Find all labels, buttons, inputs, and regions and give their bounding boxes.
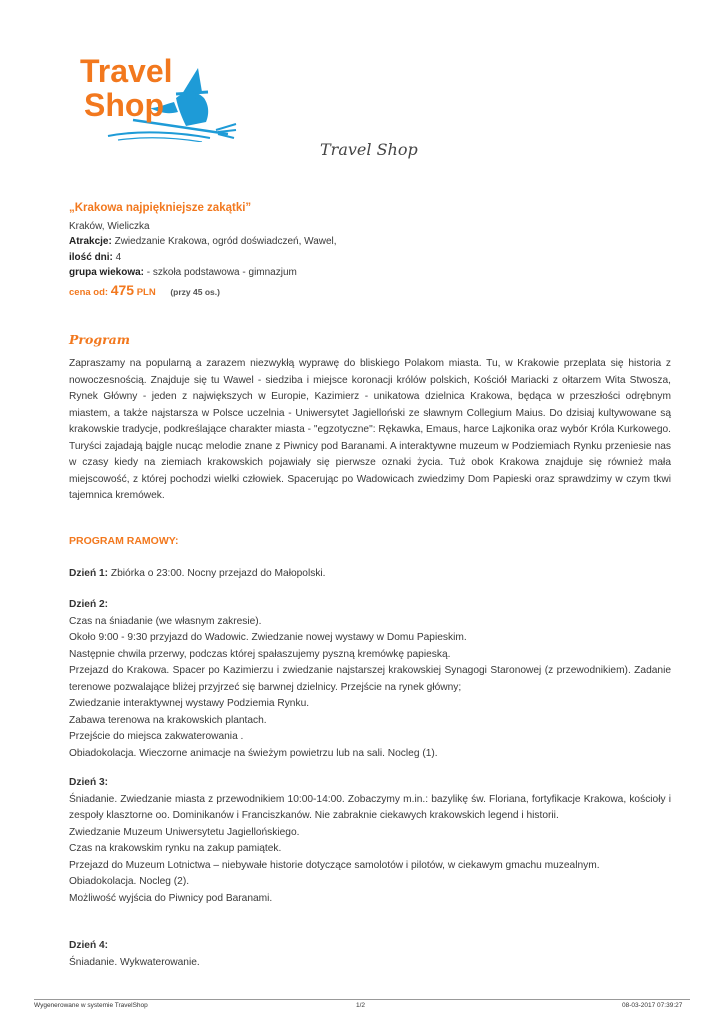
tour-days (69, 250, 337, 266)
day-2-line: Przejście do miejsca zakwaterowania . (69, 731, 244, 742)
day-3-line: Obiadokolacja. Nocleg (2). (69, 876, 190, 887)
logo-word-travel: Travel (80, 53, 173, 89)
tour-places: Kraków, Wieliczka (69, 220, 150, 232)
program-description: Zapraszamy na popularną a zarazem niezwykłą wyprawę do bliskiego Polakom miasta. Tu, w Krakowie przeplata się historia z nowoczesnością. Znajduje się tu Wawel - siedziba i miejsce koronacji królów polskich, Kościół Mariacki z ołtarzem Wita Stwosza, Rynek Główny - jeden z największych w Europie, Kazimierz - unikatowa dzielnica Krakowa, będąca w przeszłości odrębnym miastem, a także najstarsza w Polsce uczelnia - Uniwersytet Jagielloński ze sławnym Collegium Maius. Do dzisiaj kultywowane są krakowskie tradycje, podkreślające charakter miasta - "egzotyczne": Rękawka, Emaus, harce Lajkonika oraz wybór Króla Kurkowego. Turyści zajadają bajgle nucąc melodie znane z Piwnicy pod Baranami. A interaktywne muzeum w Podziemiach Rynku przeniesie nas w czasy kiedy na ziemiach krakowskich pojawiały się pierwsze oznaki życia. Tuż obok Krakowa znajduje się również mała miejscowość, z której pochodzi wielki człowiek. Spacerując po Wadowicach zwiedzimy Dom Papieski oraz sprawdzimy w czym tkwi tajemnica kremówek. (69, 358, 671, 501)
day-3-line: Czas na krakowskim rynku na zakup pamiątek. (69, 843, 282, 854)
days-label: ilość dni: (69, 251, 113, 263)
price-currency: PLN (136, 286, 156, 298)
days-value: 4 (112, 251, 122, 263)
tour-attractions (69, 234, 337, 250)
tour-price (69, 283, 337, 301)
footer-divider (34, 999, 690, 1000)
price-note: (przy 45 os.) (170, 286, 220, 297)
day-3-line: Możliwość wyjścia do Piwnicy pod Baranami. (69, 892, 273, 904)
program-ramowy-heading: PROGRAM RAMOWY: (69, 535, 179, 547)
day-2-line: Obiadokolacja. Wieczorne animacje na świeżym powietrzu lub na sali. Nocleg (1). (69, 747, 438, 759)
price-amount: 475 (110, 281, 135, 298)
tour-title: „Krakowa najpiękniejsze zakątki” (69, 202, 252, 214)
day-2-line: Następnie chwila przerwy, podczas której spałaszujemy pyszną kremówkę papieską. (69, 648, 451, 660)
day-2-line: Czas na śniadanie (we własnym zakresie). (69, 615, 262, 627)
day-2-line: Zwiedzanie interaktywnej wystawy Podziemia Rynku. (69, 698, 310, 709)
day-2-title: Dzień 2: (69, 599, 109, 610)
attractions-value: Zwiedzanie Krakowa, ogród doświadczeń, Wawel, (111, 236, 337, 247)
day-1-text: Zbiórka o 23:00. Nocny przejazd do Małopolski. (108, 568, 326, 579)
day-3 (69, 775, 671, 907)
travelshop-logo (78, 52, 238, 142)
day-4-title: Dzień 4: (69, 940, 109, 951)
day-1-title: Dzień 1: (69, 568, 109, 579)
day-3-line: Zwiedzanie Muzeum Uniwersytetu Jagiellońskiego. (69, 826, 300, 838)
price-label: cena od: (69, 286, 109, 298)
day-2-line: Przejazd do Krakowa. Spacer po Kazimierzu i zwiedzanie najstarszej krakowskiej Synagogi Staronowej (z przewodnikiem). Zadanie terenowe pozwalające bliżej przyjrzeć się barwnej dzielnicy. Przejście na rynek główny; (69, 665, 671, 693)
age-label: grupa wiekowa: (69, 267, 145, 278)
day-1 (69, 566, 671, 583)
age-value: - szkoła podstawowa - gimnazjum (144, 267, 297, 278)
day-2-line: Około 9:00 - 9:30 przyjazd do Wadowic. Zwiedzanie nowej wystawy w Domu Papieskim. (69, 632, 467, 643)
day-4-line: Śniadanie. Wykwaterowanie. (69, 956, 200, 968)
program-heading: Program (69, 332, 130, 347)
footer-datetime: 08-03-2017 07:39:27 (622, 1002, 683, 1009)
day-3-line: Śniadanie. Zwiedzanie miasta z przewodnikiem 10:00-14:00. Zobaczymy m.in.: bazylikę św. Floriana, fortyfikacje Krakowa, kościoły i zespoły klasztorne oo. Dominikanów i Franciszkanów. Nie zabraknie ciekawych krakowskich legend i historii. (69, 793, 671, 821)
day-3-line: Przejazd do Muzeum Lotnictwa – niebywałe historie dotyczące samolotów i pilotów, w ciekawym gmachu muzealnym. (69, 859, 600, 871)
attractions-label: Atrakcje: (69, 236, 112, 247)
tour-age-group (69, 265, 337, 281)
site-name: Travel Shop (320, 140, 418, 159)
day-3-title: Dzień 3: (69, 777, 109, 788)
day-4 (69, 938, 671, 971)
witch-logo-graphic (78, 52, 238, 142)
footer-page-number: 1/2 (356, 1002, 366, 1009)
tour-info (69, 201, 337, 300)
day-2-line: Zabawa terenowa na krakowskich plantach. (69, 714, 267, 726)
day-2 (69, 597, 671, 762)
footer-generated: Wygenerowane w systemie TravelShop (34, 1002, 148, 1009)
logo-word-shop: Shop (84, 87, 164, 123)
